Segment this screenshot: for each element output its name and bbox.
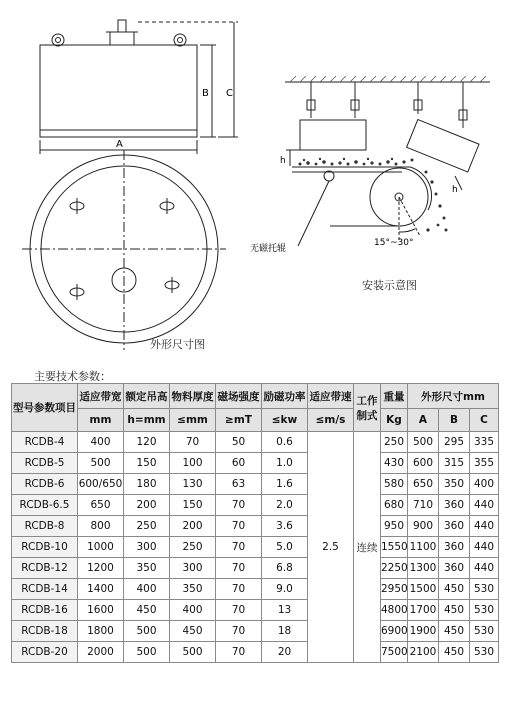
cell-power: 0.6	[262, 432, 308, 453]
cell-mode: 连续	[354, 432, 381, 663]
table-row	[12, 432, 499, 453]
unit-b: B	[439, 409, 470, 432]
idler-label: 无磁托辊	[250, 244, 287, 254]
cell-dim-c: 440	[470, 516, 499, 537]
magnet-side-view	[40, 20, 238, 154]
cell-lift-height: 500	[124, 621, 170, 642]
cell-weight: 250	[381, 432, 408, 453]
cell-field: 70	[216, 600, 262, 621]
cell-dim-c: 530	[470, 621, 499, 642]
cell-field: 70	[216, 558, 262, 579]
table-row	[12, 600, 499, 621]
cell-weight: 430	[381, 453, 408, 474]
cell-model: RCDB-4	[12, 432, 78, 453]
header-speed: 适应带速	[308, 384, 354, 409]
unit-field: ≥mT	[216, 409, 262, 432]
cell-weight: 1550	[381, 537, 408, 558]
header-model: 型号参数项目	[12, 384, 78, 432]
cell-power: 13	[262, 600, 308, 621]
table-row	[12, 642, 499, 663]
cell-model: RCDB-18	[12, 621, 78, 642]
cell-weight: 7500	[381, 642, 408, 663]
cell-power: 20	[262, 642, 308, 663]
table-row	[12, 537, 499, 558]
cell-dim-c: 355	[470, 453, 499, 474]
cell-power: 1.6	[262, 474, 308, 495]
magnet-top-view	[22, 150, 226, 350]
cell-field: 70	[216, 516, 262, 537]
cell-thickness: 450	[170, 621, 216, 642]
unit-thickness: ≤mm	[170, 409, 216, 432]
cell-dim-a: 1900	[408, 621, 439, 642]
cell-power: 3.6	[262, 516, 308, 537]
cell-field: 50	[216, 432, 262, 453]
cell-dim-b: 360	[439, 537, 470, 558]
cell-dim-b: 450	[439, 600, 470, 621]
cell-field: 70	[216, 642, 262, 663]
cell-model: RCDB-8	[12, 516, 78, 537]
cell-dim-b: 315	[439, 453, 470, 474]
header-power: 励磁功率	[262, 384, 308, 409]
cell-thickness: 100	[170, 453, 216, 474]
cell-lift-height: 500	[124, 642, 170, 663]
dim-label-c: C	[226, 88, 233, 99]
header-dims: 外形尺寸mm	[408, 384, 499, 409]
cell-dim-c: 530	[470, 579, 499, 600]
table-row	[12, 621, 499, 642]
cell-lift-height: 350	[124, 558, 170, 579]
cell-field: 70	[216, 579, 262, 600]
cell-lift-height: 250	[124, 516, 170, 537]
cell-weight: 4800	[381, 600, 408, 621]
cell-dim-c: 440	[470, 558, 499, 579]
header-mode: 工作制式	[354, 384, 381, 432]
cell-thickness: 150	[170, 495, 216, 516]
cell-power: 6.8	[262, 558, 308, 579]
cell-dim-c: 530	[470, 600, 499, 621]
cell-field: 70	[216, 495, 262, 516]
cell-weight: 580	[381, 474, 408, 495]
installation-diagram	[285, 76, 490, 246]
cell-dim-b: 450	[439, 621, 470, 642]
spec-table-body	[12, 432, 499, 663]
table-row	[12, 495, 499, 516]
unit-belt-width: mm	[78, 409, 124, 432]
cell-weight: 680	[381, 495, 408, 516]
cell-power: 18	[262, 621, 308, 642]
cell-belt-width: 1200	[78, 558, 124, 579]
header-thickness: 物料厚度	[170, 384, 216, 409]
cell-dim-a: 710	[408, 495, 439, 516]
cell-thickness: 400	[170, 600, 216, 621]
unit-weight: Kg	[381, 409, 408, 432]
cell-belt-width: 2000	[78, 642, 124, 663]
dim-label-a: A	[116, 139, 123, 150]
cell-model: RCDB-5	[12, 453, 78, 474]
cell-dim-a: 600	[408, 453, 439, 474]
cell-lift-height: 300	[124, 537, 170, 558]
unit-a: A	[408, 409, 439, 432]
cell-weight: 950	[381, 516, 408, 537]
cell-lift-height: 150	[124, 453, 170, 474]
cell-model: RCDB-20	[12, 642, 78, 663]
cell-dim-b: 350	[439, 474, 470, 495]
cell-dim-b: 295	[439, 432, 470, 453]
cell-lift-height: 200	[124, 495, 170, 516]
table-row	[12, 453, 499, 474]
cell-belt-width: 1600	[78, 600, 124, 621]
cell-field: 70	[216, 621, 262, 642]
cell-speed: 2.5	[308, 432, 354, 663]
cell-dim-a: 500	[408, 432, 439, 453]
cell-belt-width: 400	[78, 432, 124, 453]
cell-dim-b: 450	[439, 579, 470, 600]
angle-label: 15°~30°	[374, 238, 414, 248]
cell-belt-width: 800	[78, 516, 124, 537]
cell-dim-c: 440	[470, 495, 499, 516]
table-row	[12, 579, 499, 600]
cell-dim-c: 440	[470, 537, 499, 558]
cell-thickness: 70	[170, 432, 216, 453]
cell-dim-b: 360	[439, 495, 470, 516]
cell-model: RCDB-12	[12, 558, 78, 579]
cell-model: RCDB-6	[12, 474, 78, 495]
outline-caption: 外形尺寸图	[150, 338, 205, 351]
cell-model: RCDB-10	[12, 537, 78, 558]
cell-dim-a: 2100	[408, 642, 439, 663]
cell-dim-c: 400	[470, 474, 499, 495]
header-weight: 重量	[381, 384, 408, 409]
unit-power: ≤kw	[262, 409, 308, 432]
header-lift-height: 额定吊高	[124, 384, 170, 409]
dim-label-h-right: h	[452, 185, 458, 195]
params-title: 主要技术参数：	[34, 370, 111, 383]
install-caption: 安装示意图	[362, 279, 417, 292]
cell-thickness: 350	[170, 579, 216, 600]
header-belt-width: 适应带宽	[78, 384, 124, 409]
cell-field: 70	[216, 537, 262, 558]
dim-label-b: B	[202, 88, 209, 99]
cell-dim-a: 1300	[408, 558, 439, 579]
cell-dim-a: 1700	[408, 600, 439, 621]
cell-power: 9.0	[262, 579, 308, 600]
cell-model: RCDB-14	[12, 579, 78, 600]
cell-power: 2.0	[262, 495, 308, 516]
unit-c: C	[470, 409, 499, 432]
cell-dim-c: 530	[470, 642, 499, 663]
cell-belt-width: 600/650	[78, 474, 124, 495]
cell-dim-a: 650	[408, 474, 439, 495]
table-row	[12, 558, 499, 579]
cell-model: RCDB-6.5	[12, 495, 78, 516]
cell-lift-height: 450	[124, 600, 170, 621]
table-row	[12, 474, 499, 495]
cell-thickness: 130	[170, 474, 216, 495]
cell-model: RCDB-16	[12, 600, 78, 621]
cell-thickness: 250	[170, 537, 216, 558]
cell-belt-width: 1800	[78, 621, 124, 642]
spec-table	[11, 383, 499, 663]
unit-lift-height: h=mm	[124, 409, 170, 432]
cell-thickness: 200	[170, 516, 216, 537]
cell-weight: 2950	[381, 579, 408, 600]
cell-lift-height: 400	[124, 579, 170, 600]
cell-dim-a: 1100	[408, 537, 439, 558]
header-field: 磁场强度	[216, 384, 262, 409]
cell-belt-width: 500	[78, 453, 124, 474]
cell-field: 60	[216, 453, 262, 474]
cell-lift-height: 180	[124, 474, 170, 495]
cell-weight: 2250	[381, 558, 408, 579]
dim-label-h-left: h	[280, 156, 286, 166]
cell-dim-b: 450	[439, 642, 470, 663]
cell-belt-width: 1400	[78, 579, 124, 600]
cell-belt-width: 1000	[78, 537, 124, 558]
cell-lift-height: 120	[124, 432, 170, 453]
cell-weight: 6900	[381, 621, 408, 642]
unit-speed: ≤m/s	[308, 409, 354, 432]
cell-power: 1.0	[262, 453, 308, 474]
cell-dim-a: 1500	[408, 579, 439, 600]
cell-dim-b: 360	[439, 516, 470, 537]
cell-power: 5.0	[262, 537, 308, 558]
table-row	[12, 516, 499, 537]
cell-thickness: 300	[170, 558, 216, 579]
cell-dim-c: 335	[470, 432, 499, 453]
cell-dim-b: 360	[439, 558, 470, 579]
cell-belt-width: 650	[78, 495, 124, 516]
cell-field: 63	[216, 474, 262, 495]
cell-dim-a: 900	[408, 516, 439, 537]
cell-thickness: 500	[170, 642, 216, 663]
